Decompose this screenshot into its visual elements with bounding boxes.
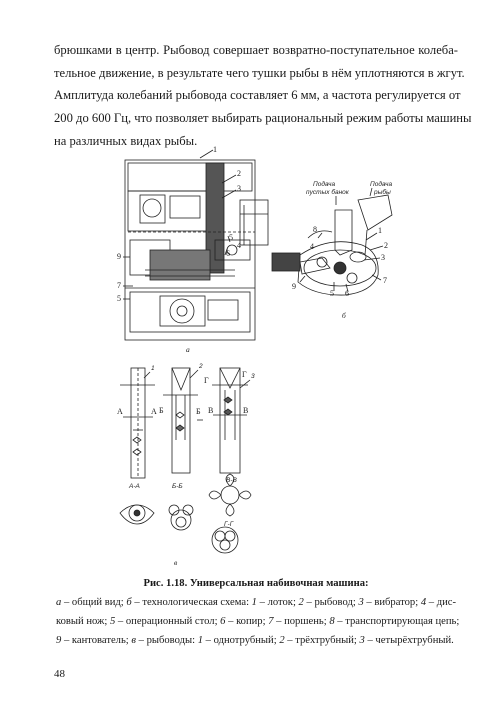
- callout-b-5: 5: [330, 289, 334, 298]
- text-empty-cans-2: пустых банок: [306, 189, 349, 196]
- callout-a-5: 5: [229, 233, 233, 242]
- caption-item-mark: 2: [279, 635, 285, 646]
- caption-item-mark: а: [56, 597, 62, 608]
- callout-b-7: 7: [383, 276, 387, 285]
- caption-text: – рыбовод;: [303, 597, 359, 608]
- caption-text: – четырёхтрубный.: [364, 635, 454, 646]
- caption-item-mark: 9: [56, 635, 62, 646]
- callout-v-3: 3: [251, 373, 255, 380]
- callout-b-8: 8: [313, 225, 317, 234]
- machine-general-view: [123, 150, 268, 340]
- caption-item-mark: 8: [329, 616, 335, 627]
- section-mark-g-right: Г: [242, 370, 247, 379]
- figure-caption: [56, 574, 460, 650]
- callout-a-2: 2: [237, 169, 241, 178]
- text-empty-cans-1: Подача: [313, 181, 336, 188]
- caption-text: – общий вид;: [61, 597, 127, 608]
- caption-item-mark: 6: [220, 616, 226, 627]
- caption-item-mark: 2: [298, 597, 304, 608]
- callout-a-3: 3: [237, 184, 241, 193]
- subfig-v-label: в: [174, 558, 178, 567]
- caption-line: [56, 612, 460, 631]
- caption-item-mark: 5: [109, 616, 116, 627]
- callout-b-9: 9: [292, 282, 296, 291]
- callout-a-9: 9: [117, 252, 121, 261]
- callout-a-5b: 5: [117, 294, 121, 303]
- caption-item-mark: б: [126, 597, 132, 608]
- subfig-b-label: б: [342, 311, 346, 320]
- section-title-a: А-А: [129, 483, 140, 490]
- text-fish-2: рыбы: [374, 189, 391, 196]
- caption-text: ковый нож;: [56, 616, 110, 627]
- body-line: на различных видах рыбы.: [54, 133, 198, 148]
- callout-b-6: 6: [345, 289, 349, 298]
- section-title-v: В-В: [226, 477, 237, 484]
- caption-text: – рыбоводы:: [135, 635, 198, 646]
- caption-text: – дис-: [426, 597, 456, 608]
- callout-b-2: 2: [384, 241, 388, 250]
- caption-text: – лоток;: [256, 597, 299, 608]
- callout-a-7: 7: [117, 281, 121, 290]
- section-mark-g-left: Г: [204, 376, 209, 385]
- callout-b-3: 3: [381, 253, 385, 262]
- callout-a-4: 4: [237, 241, 241, 250]
- callout-a-1: 1: [213, 145, 217, 154]
- caption-item-mark: 7: [268, 616, 274, 627]
- text-fish-1: Подача: [370, 181, 393, 188]
- caption-item-mark: 4: [420, 597, 427, 608]
- technological-scheme: [272, 188, 392, 295]
- section-title-b: Б-Б: [172, 483, 183, 490]
- caption-text: – технологическая схема:: [131, 597, 252, 608]
- callout-b-4: 4: [310, 242, 314, 251]
- section-mark-v-right: В: [243, 406, 249, 415]
- caption-text: – трёхтрубный;: [284, 635, 360, 646]
- caption-text: – операционный стол;: [115, 616, 221, 627]
- section-title-g: Г-Г: [224, 521, 234, 528]
- caption-text: – транспортирующая цепь;: [334, 616, 460, 627]
- caption-item-mark: 3: [359, 635, 365, 646]
- callout-b-1: 1: [378, 226, 382, 235]
- caption-item-mark: 1: [197, 635, 203, 646]
- body-line: тельное движение, в результате чего тушки рыбы в нём уплотняются в жгут.: [54, 65, 465, 80]
- subfig-a-label: а: [186, 345, 190, 354]
- section-mark-a-right: А: [151, 407, 157, 416]
- caption-text: – копир;: [225, 616, 269, 627]
- body-line: брюшками в центр. Рыбовод совершает возвратно-поступательное колеба-: [54, 43, 458, 57]
- body-line: Амплитуда колебаний рыбовода составляет 6 мм, а частота регулируется от: [54, 88, 461, 103]
- callout-v-2: 2: [199, 363, 203, 370]
- body-line: 200 до 600 Гц, что позволяет выбирать рациональный режим работы машины: [54, 111, 472, 126]
- page-number: 48: [54, 668, 65, 680]
- callout-a-6: 6: [226, 249, 230, 258]
- callout-v-1: 1: [151, 365, 155, 372]
- section-mark-b-right: Б: [196, 407, 201, 416]
- caption-title: Рис. 1.18. Универсальная набивочная машина:: [143, 578, 369, 589]
- caption-line: [56, 631, 456, 650]
- caption-text: – вибратор;: [363, 597, 421, 608]
- section-mark-a-left: А: [117, 407, 123, 416]
- caption-line: [56, 593, 456, 612]
- section-mark-b-left: Б: [159, 406, 164, 415]
- caption-text: – кантователь;: [61, 635, 132, 646]
- caption-item-mark: в: [131, 635, 136, 646]
- section-mark-v-left: В: [208, 406, 214, 415]
- caption-text: – однотрубный;: [203, 635, 280, 646]
- caption-item-mark: 1: [251, 597, 257, 608]
- caption-item-mark: 3: [358, 597, 364, 608]
- caption-text: – поршень;: [273, 616, 330, 627]
